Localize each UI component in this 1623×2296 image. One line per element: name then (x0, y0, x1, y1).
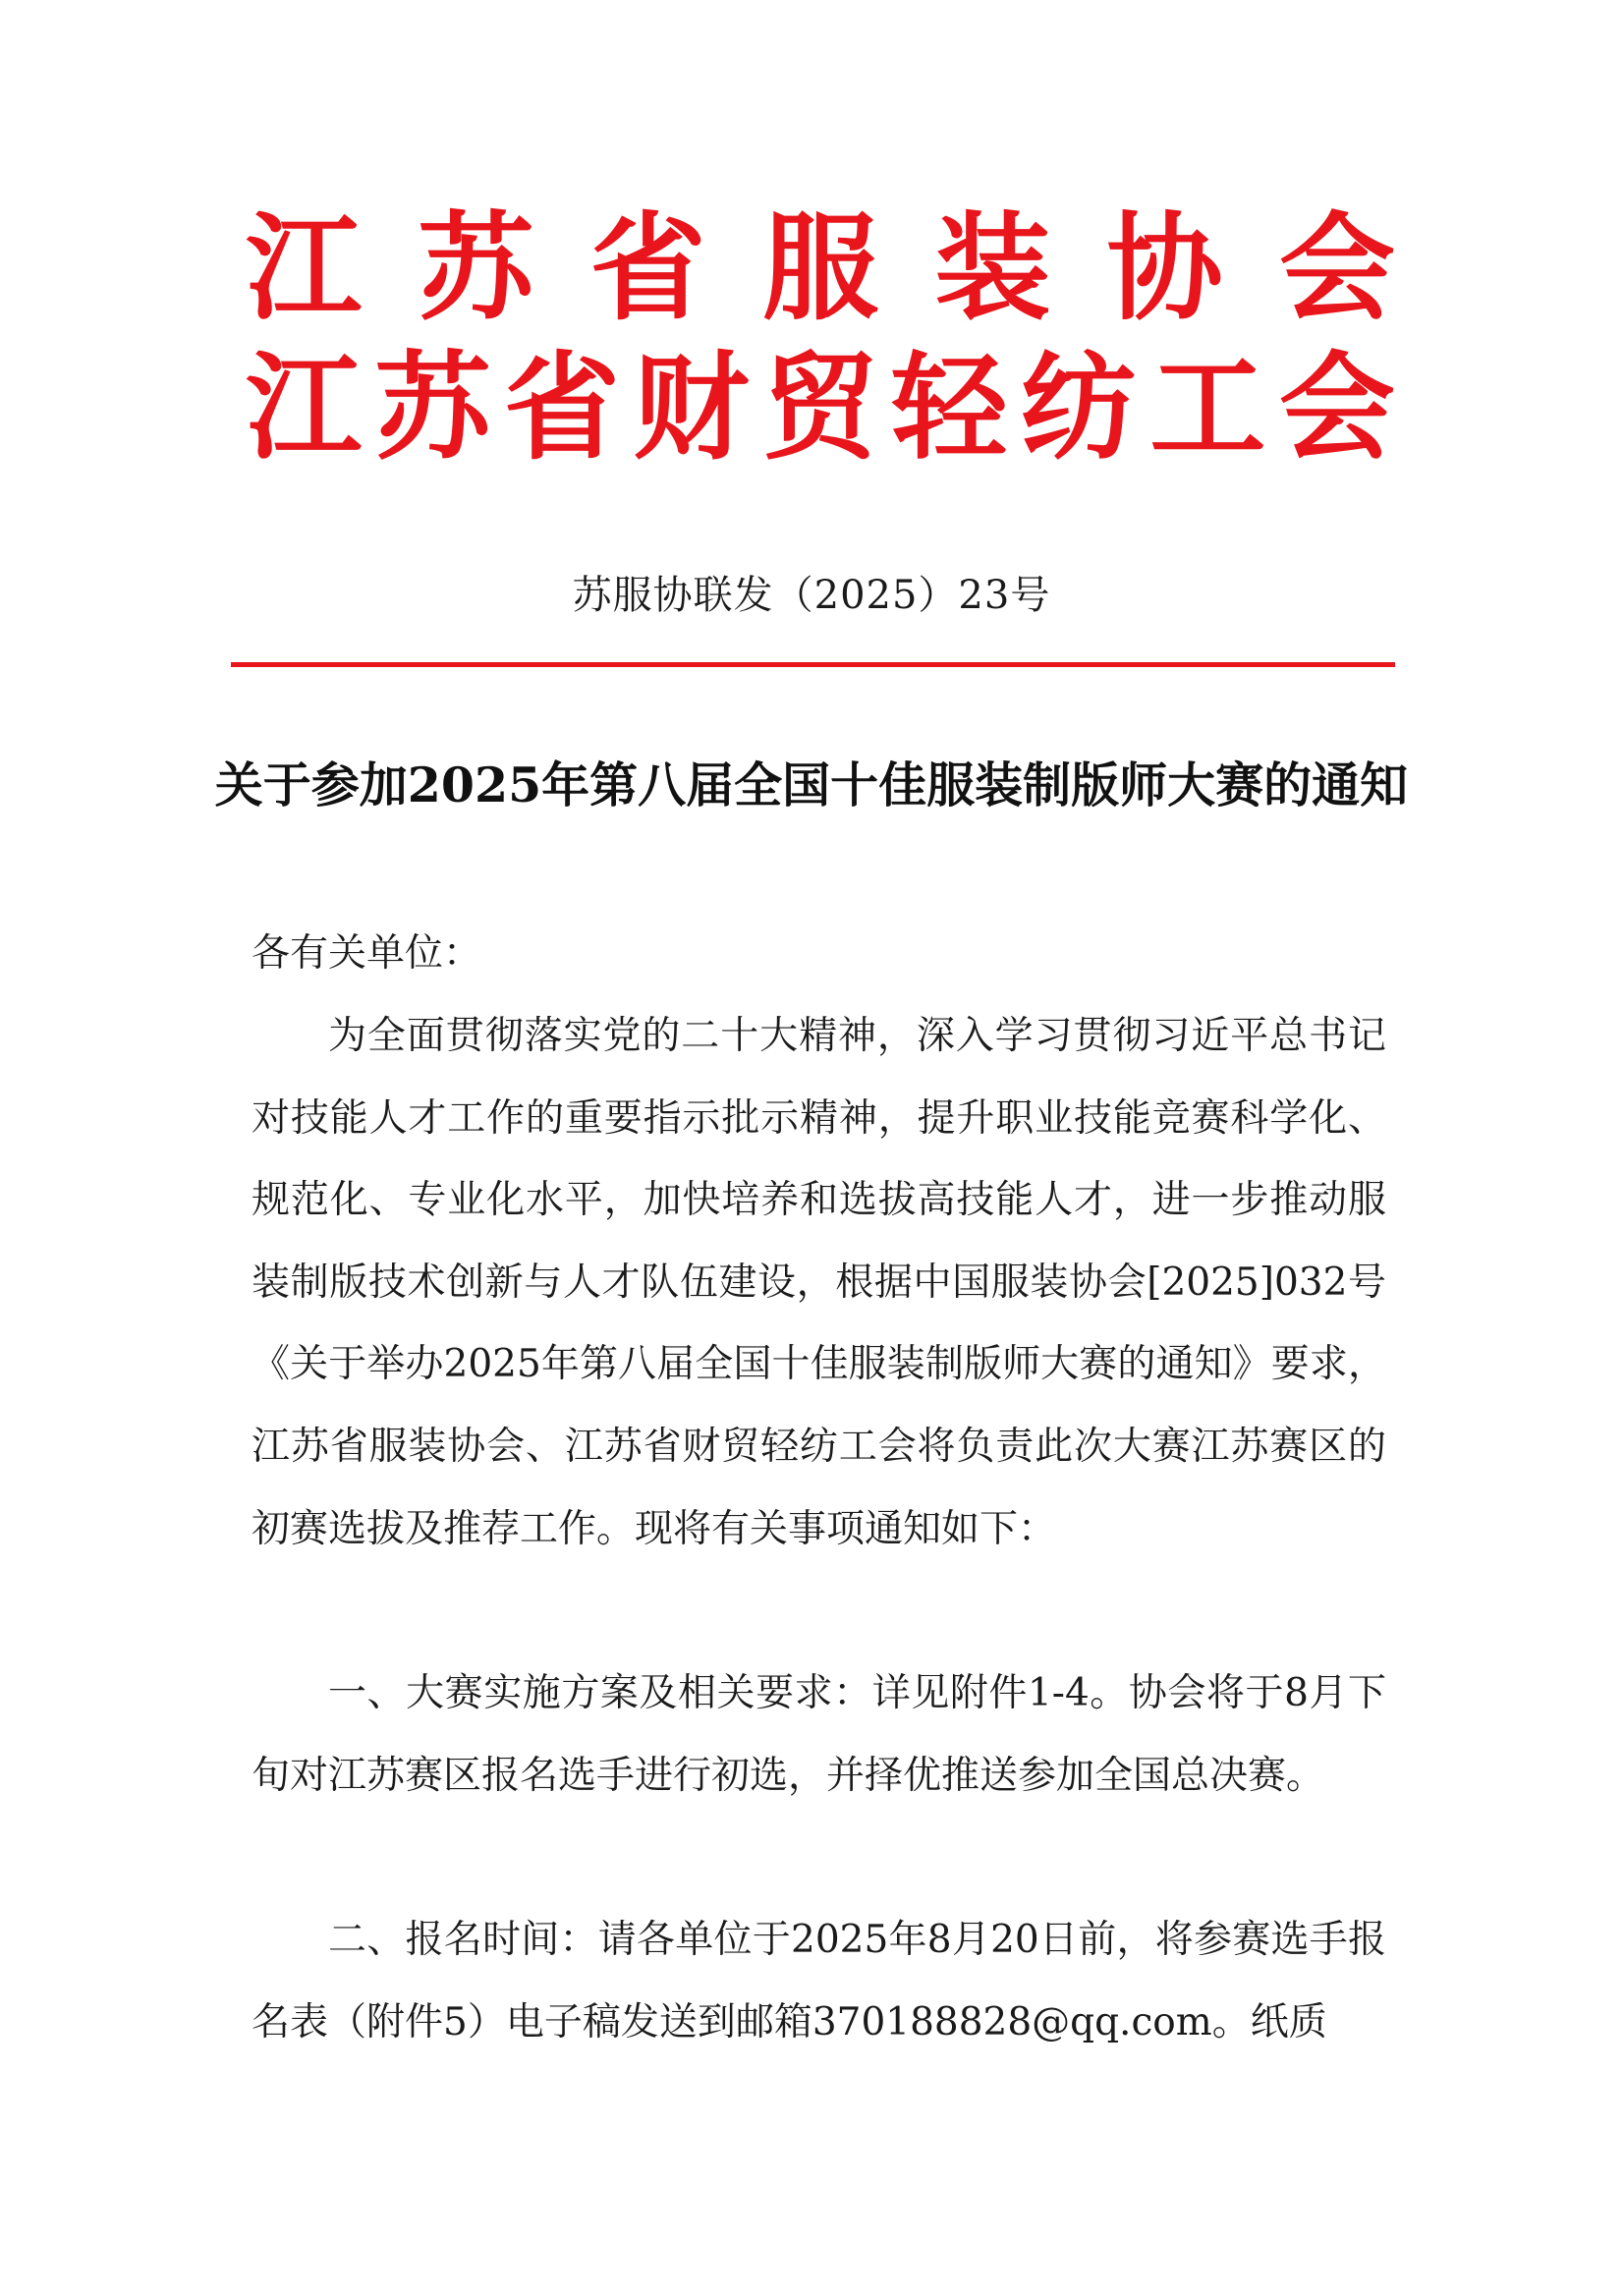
header-char: 装 (934, 199, 1051, 336)
header-char: 江 (246, 199, 363, 336)
header-char: 工 (1149, 339, 1266, 476)
header-char: 会 (1278, 339, 1395, 476)
header-char: 苏 (418, 199, 534, 336)
notice-title: 关于参加2025年第八届全国十佳服装制版师大赛的通知 (214, 756, 1409, 813)
header-char: 会 (1278, 199, 1395, 336)
header-char: 轻 (891, 339, 1008, 476)
header-char: 纺 (1020, 339, 1137, 476)
header-char: 江 (246, 339, 363, 476)
red-divider (231, 662, 1395, 667)
body-paragraph: 为全面贯彻落实党的二十大精神，深入学习贯彻习近平总书记对技能人才工作的重要指示批示精神，提升职业技能竞赛科学化、规范化、专业化水平，加快培养和选拔高技能人才，进一步推动服装制版技术创新与人才队伍建设，根据中国服装协会[2025]032号《关于举办2025年第八届全国十佳服装制版师大赛的通知》要求，江苏省服装协会、江苏省财贸轻纺工会将负责此次大赛江苏赛区的初赛选拔及推荐工作。现将有关事项通知如下： (252, 1014, 1386, 1551)
header-char: 财 (633, 339, 750, 476)
header-char: 贸 (761, 339, 878, 476)
header-char: 省 (589, 199, 706, 336)
document-number: 苏服协联发（2025）23号 (572, 573, 1051, 618)
body-paragraph: 二、报名时间：请各单位于2025年8月20日前，将参赛选手报名表（附件5）电子稿发送到邮箱370188828@qq.com。纸质 (252, 1918, 1386, 2044)
salutation: 各有关单位： (252, 931, 482, 976)
header-char: 协 (1106, 199, 1223, 336)
header-char: 服 (761, 199, 878, 336)
org-header-line-2 (246, 339, 1395, 476)
header-char: 苏 (374, 339, 491, 476)
body-paragraph: 一、大赛实施方案及相关要求：详见附件1-4。协会将于8月下旬对江苏赛区报名选手进行初选，并择优推送参加全国总决赛。 (252, 1671, 1386, 1798)
header-char: 省 (503, 339, 620, 476)
org-header-line-1 (246, 199, 1395, 337)
